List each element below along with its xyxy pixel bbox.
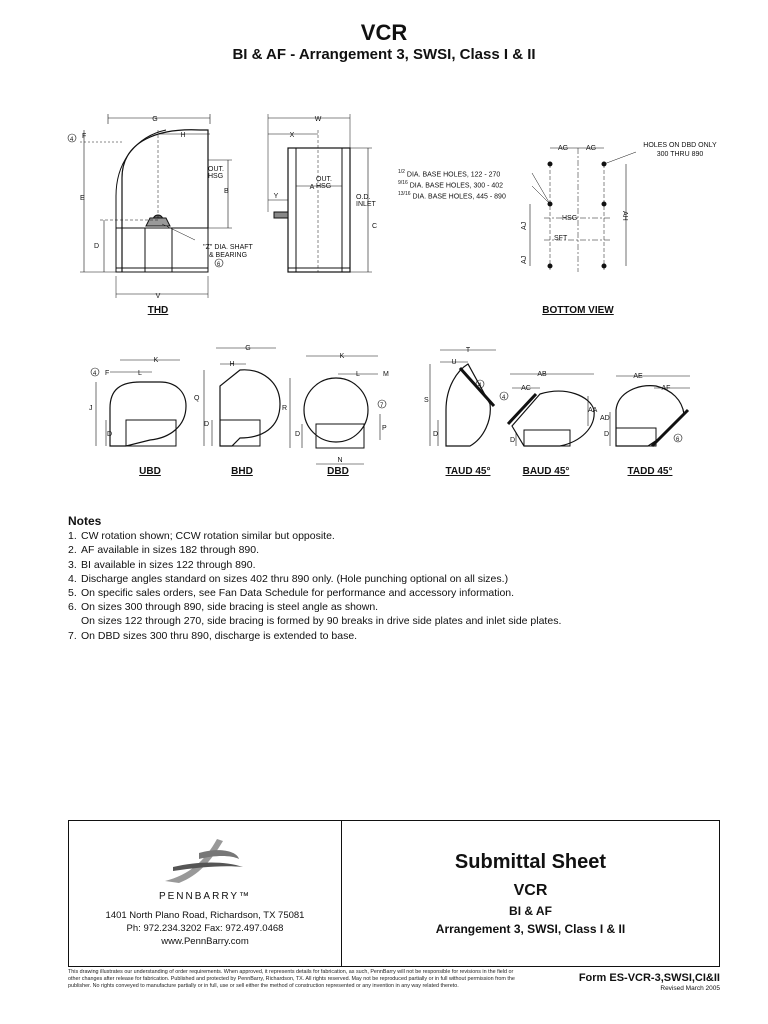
note-text: Discharge angles standard on sizes 402 thru 890 only. (Hole punching optional on all sizes.) <box>81 572 509 585</box>
base-holes-frac3: 13/16 <box>398 191 411 197</box>
company-address-block <box>69 909 341 948</box>
note-text: On DBD sizes 300 thru 890, discharge is extended to base. <box>81 629 358 642</box>
bottom-view <box>530 148 636 272</box>
note-item <box>68 572 688 586</box>
ubd-dim-f: F <box>105 370 110 377</box>
caption-baud: BAUD 45° <box>522 466 570 477</box>
form-number: Form ES-VCR-3,SWSI,CI&II <box>578 972 720 984</box>
side-dim-c: C <box>372 223 378 230</box>
base-holes-text2: DIA. BASE HOLES, 300 - 402 <box>409 182 504 190</box>
taud-view <box>430 350 496 446</box>
tadd-dim-d: D <box>604 431 610 438</box>
pennbarry-logo <box>159 831 249 889</box>
note-item <box>68 529 688 543</box>
base-holes-text3: DIA. BASE HOLES, 445 - 890 <box>412 193 506 201</box>
tadd-dim-ad: AD <box>600 415 610 422</box>
tadd-dim-ae: AE <box>633 373 643 380</box>
notes-heading: Notes <box>68 514 102 528</box>
thd-dim-h: H <box>180 132 186 139</box>
note-number: 1. <box>68 530 77 543</box>
brand-name: PENNBARRY™ <box>158 891 252 902</box>
taud-dim-u: U <box>451 359 457 366</box>
baud-dim-d: D <box>510 437 516 444</box>
footer-submittal <box>342 821 719 966</box>
base-holes-frac2: 9/16 <box>398 180 408 186</box>
taud-dim-t: T <box>465 347 471 354</box>
note-number: 3. <box>68 558 77 571</box>
ubd-dim-k: K <box>153 357 159 364</box>
side-out-hsg-label: OUT. HSG <box>316 176 332 190</box>
side-dim-w: W <box>314 116 322 123</box>
note-item <box>68 543 688 557</box>
tadd-note-6: 6 <box>676 437 680 443</box>
ubd-dim-l: L <box>138 370 142 377</box>
base-holes-line3 <box>398 191 506 200</box>
technical-drawings <box>0 0 768 500</box>
thd-shaft-label: "Z" DIA. SHAFT & BEARING <box>203 244 253 259</box>
note-number: 6. <box>68 601 77 614</box>
revised-date: Revised March 2005 <box>660 985 720 992</box>
company-phone: Ph: 972.234.3202 Fax: 972.497.0468 <box>126 923 284 934</box>
base-holes-line2 <box>398 180 503 189</box>
caption-ubd: UBD <box>139 466 161 477</box>
dbd-dim-l: L <box>356 371 360 378</box>
dbd-holes-note: HOLES ON DBD ONLY 300 THRU 890 <box>643 142 717 158</box>
caption-bottom-view: BOTTOM VIEW <box>542 305 614 316</box>
dbd-view <box>290 356 386 464</box>
bottom-sft-label: SFT <box>554 235 568 242</box>
thd-dim-f: F <box>82 133 87 140</box>
note-text: BI available in sizes 122 through 890. <box>81 558 256 571</box>
side-inlet-label: O.D. INLET <box>356 194 376 208</box>
note-number: 2. <box>68 544 77 557</box>
thd-dim-d: D <box>94 243 100 250</box>
note-number: 7. <box>68 629 77 642</box>
bhd-dim-g: G <box>245 345 251 352</box>
company-address: 1401 North Plano Road, Richardson, TX 75081 <box>105 910 305 921</box>
tadd-view <box>610 376 690 446</box>
thd-note-4: 4 <box>70 137 74 143</box>
bottom-dim-aj-2: AJ <box>521 255 528 264</box>
note-text: On sizes 122 through 270, side bracing is formed by 90 breaks in drive side plates and inlet side plates. <box>81 615 562 628</box>
baud-dim-aa: AA <box>588 407 598 414</box>
caption-bhd: BHD <box>231 466 253 477</box>
note-text: CW rotation shown; CCW rotation similar but opposite. <box>81 530 335 543</box>
page-subtitle: BI & AF - Arrangement 3, SWSI, Class I & II <box>232 46 536 63</box>
dbd-dim-p: P <box>382 425 387 432</box>
ubd-dim-j: J <box>89 405 93 412</box>
bottom-dim-ag-1: AG <box>557 145 569 152</box>
side-dim-a: A <box>309 184 315 191</box>
tadd-dim-af: AF <box>661 385 671 392</box>
submittal-title: Submittal Sheet <box>454 851 607 873</box>
ubd-dim-d: D <box>107 431 113 438</box>
note-text: On sizes 300 through 890, side bracing is steel angle as shown. <box>81 601 379 614</box>
footer-box <box>68 820 720 967</box>
dbd-dim-d: D <box>295 431 301 438</box>
bhd-view <box>204 348 280 446</box>
footer-company <box>69 821 342 966</box>
dbd-dim-r: R <box>282 405 288 412</box>
bhd-dim-d: D <box>204 421 210 428</box>
thd-dim-e: E <box>80 195 85 202</box>
note-item <box>68 600 688 614</box>
page-title: VCR <box>360 20 408 45</box>
side-dim-x: X <box>289 132 295 139</box>
bhd-dim-h: H <box>229 361 235 368</box>
side-dim-y: Y <box>273 193 279 200</box>
taud-note-4: 4 <box>478 383 482 389</box>
submittal-type: BI & AF <box>509 904 552 918</box>
submittal-arrangement: Arrangement 3, SWSI, Class I & II <box>435 922 626 936</box>
disclaimer: This drawing illustrates our understanding of order requirements. When approved, it represents details for fabrication, as such, PennBarry will not be responsible for revisions in the field or other changes after release for fabrication. Published and protected by PennBarry, Richardson, TX. All rights reserved. May not be reproduced partially or in full without permission from the publisher. No rights conveyed to manufacture partially or in full, use or sell either the method of construction represented or any invention in any way related thereto. <box>68 969 515 990</box>
note-number <box>68 614 81 628</box>
taud-dim-d: D <box>433 431 439 438</box>
dbd-dim-k: K <box>339 353 345 360</box>
bottom-dim-ag-2: AG <box>585 145 597 152</box>
taud-dim-s: S <box>424 397 429 404</box>
caption-thd: THD <box>147 305 169 316</box>
baud-view <box>500 374 594 446</box>
note-number: 4. <box>68 572 77 585</box>
side-view <box>268 114 372 272</box>
bottom-hsg-label: HSG <box>562 215 578 222</box>
thd-note-6: 6 <box>217 262 221 268</box>
caption-tadd: TADD 45° <box>627 466 673 477</box>
notes-list <box>68 529 688 643</box>
baud-dim-ab: AB <box>537 371 547 378</box>
note-text: AF available in sizes 182 through 890. <box>81 544 260 557</box>
note-item <box>68 586 688 600</box>
thd-dim-b: B <box>224 188 229 195</box>
baud-dim-ac: AC <box>521 385 531 392</box>
thd-dim-g: G <box>152 116 158 123</box>
thd-dim-v: V <box>155 293 161 300</box>
ubd-note-4: 4 <box>93 371 97 377</box>
base-holes-text1: DIA. BASE HOLES, 122 - 270 <box>406 171 501 179</box>
bhd-dim-q: Q <box>194 395 200 402</box>
note-number: 5. <box>68 587 77 600</box>
note-item <box>68 629 688 643</box>
notes-section <box>68 514 688 643</box>
dbd-note-7: 7 <box>380 403 384 409</box>
bottom-dim-ah: AH <box>621 211 628 221</box>
note-item <box>68 614 688 628</box>
thd-view <box>68 114 232 298</box>
dbd-dim-n: N <box>337 457 343 464</box>
note-text: On specific sales orders, see Fan Data Schedule for performance and accessory information. <box>81 587 515 600</box>
note-item <box>68 558 688 572</box>
thd-out-hsg-label: OUT. HSG <box>208 166 224 180</box>
base-holes-line1 <box>398 169 500 178</box>
dbd-dim-m: M <box>383 371 389 378</box>
caption-dbd: DBD <box>327 466 349 477</box>
caption-taud: TAUD 45° <box>445 466 491 477</box>
company-website: www.PennBarry.com <box>161 936 249 947</box>
bottom-dim-aj-1: AJ <box>521 221 528 230</box>
submittal-model: VCR <box>513 882 548 899</box>
base-holes-frac1: 1/2 <box>398 169 405 175</box>
baud-note-4: 4 <box>502 395 506 401</box>
